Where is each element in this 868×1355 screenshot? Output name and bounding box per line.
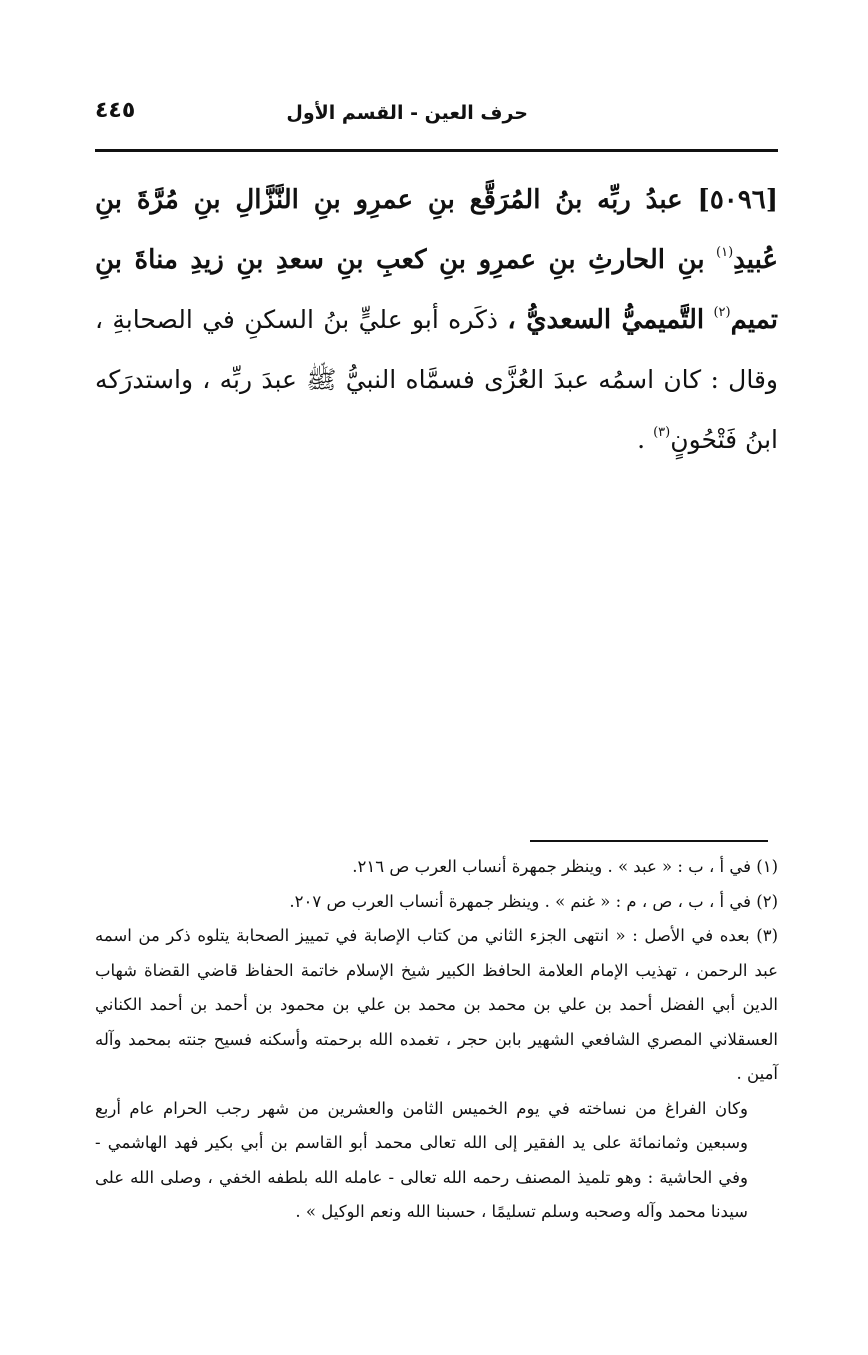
entry-heading-part-3: التَّميميُّ السعديُّ ، — [507, 305, 705, 335]
footnote-3: (٣) بعده في الأصل : « انتهى الجزء الثاني من كتاب الإصابة في تمييز الصحابة يتلوه ذكر من اسمه عبد الرحمن ، تهذيب الإمام العلامة الحافظ الكبير شيخ الإسلام خاتمة الحفاظ قاضي القضاة شهاب الدين أبي الفضل أحمد بن علي بن محمد بن محمد بن علي بن محمود بن أحمد بن أحمد الكناني العسقلاني المصري الشافعي الشهير بابن حجر ، تغمده الله برحمته وأسكنه فسيح جنته بمحمد وآله آمين . — [95, 926, 778, 1083]
footnote-ref-3: (٣) — [653, 425, 671, 440]
page-header — [95, 96, 778, 136]
entry-end: . — [637, 425, 646, 454]
running-title: حرف العين - القسم الأول — [286, 102, 528, 124]
page-number: ٤٤٥ — [95, 98, 136, 123]
entry-body: ذكَره أبو عليٍّ بنُ السكنِ في الصحابةِ ، وقال : كان اسمُه عبدَ العُزَّى فسمَّاه النبيُّ ﷺ عبدَ ربِّه ، واستدرَكه ابنُ فَتْحُونٍ — [95, 305, 778, 454]
footnote-ref-1: (١) — [716, 245, 734, 260]
footnote-3-continuation: وكان الفراغ من نساخته في يوم الخميس الثامن والعشرين من شهر رجب الحرام عام أربع وسبعين وثمانمائة على يد الفقير إلى الله تعالى محمد أبو القاسم بن أبي بكير فهد الهاشمي - وفي الحاشية : وهو تلميذ المصنف رحمه الله تعالى - عامله الله بلطفه الخفي ، وصلى الله على سيدنا محمد وآله وصحبه وسلم تسليمًا ، حسبنا الله ونعم الوكيل » . — [95, 1098, 748, 1221]
footnote-1: (١) في أ ، ب : « عبد » . وينظر جمهرة أنساب العرب ص ٢١٦. — [352, 857, 778, 876]
footnotes — [95, 850, 778, 1230]
entry-paragraph — [95, 170, 778, 470]
header-rule — [95, 149, 778, 152]
footnote-ref-2: (٢) — [713, 305, 731, 320]
footnote-rule — [530, 840, 768, 842]
entry-heading-part-2: بنِ الحارثِ بنِ عمرِو بنِ كعبِ بنِ سعدِ بنِ زيدِ مناةَ بنِ تميم — [95, 245, 779, 335]
entry-heading-part-1: [٥٠٩٦] عبدُ ربِّه بنُ المُرَقَّع بنِ عمرِو بنِ النَّزَّالِ بنِ مُرَّةَ بنِ عُبيدِ — [95, 185, 778, 275]
footnote-2: (٢) في أ ، ب ، ص ، م : « غنم » . وينظر جمهرة أنساب العرب ص ٢٠٧. — [289, 891, 778, 911]
